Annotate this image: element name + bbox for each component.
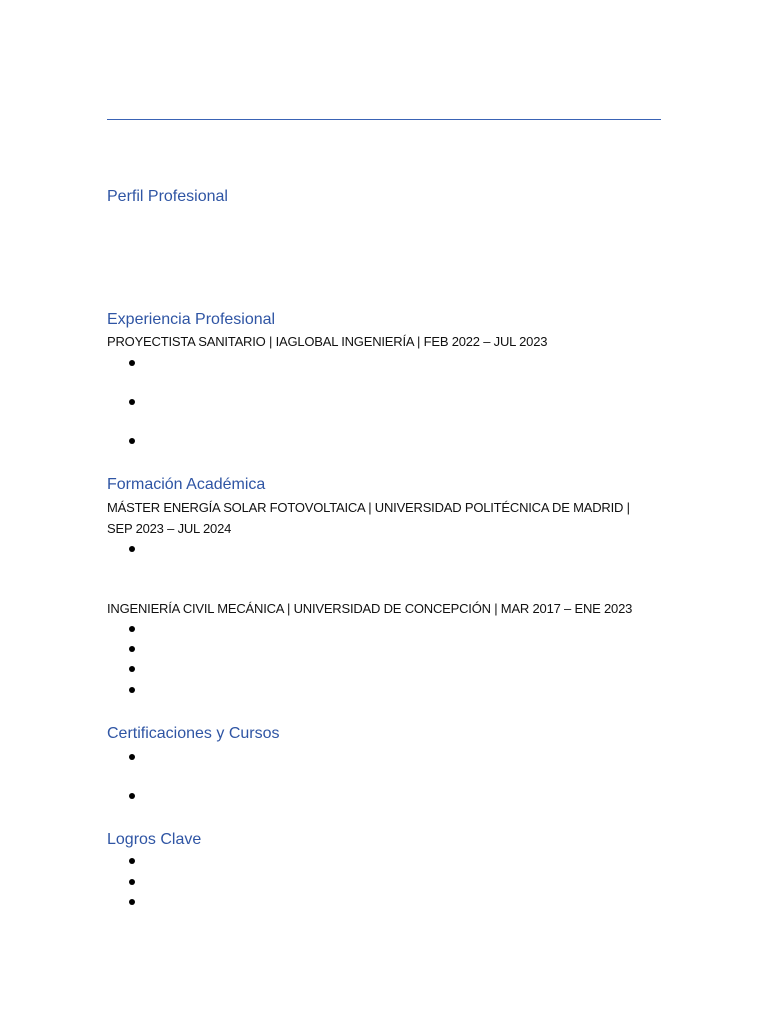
education-bullet [129,687,135,693]
certification-bullet [129,754,135,760]
education-bullet [129,546,135,552]
education-bullet [129,646,135,652]
education-bullet [129,626,135,632]
section-heading-certificaciones: Certificaciones y Cursos [107,725,280,742]
education-entry-title-master: MÁSTER ENERGÍA SOLAR FOTOVOLTAICA | UNIVERSIDAD POLITÉCNICA DE MADRID | SEP 2023 – JUL 2024 [107,500,630,536]
achievement-bullet [129,879,135,885]
experience-entry-title: PROYECTISTA SANITARIO | IAGLOBAL INGENIERÍA | FEB 2022 – JUL 2023 [107,334,548,349]
section-heading-experiencia: Experiencia Profesional [107,311,276,328]
education-bullet [129,666,135,672]
experience-bullet [129,399,135,405]
experience-bullet [129,438,135,444]
certification-bullet [129,793,135,799]
section-heading-perfil: Perfil Profesional [107,188,228,205]
header-divider [107,119,661,120]
section-heading-logros: Logros Clave [107,831,202,848]
education-entry-title-ingenieria: INGENIERÍA CIVIL MECÁNICA | UNIVERSIDAD DE CONCEPCIÓN | MAR 2017 – ENE 2023 [107,601,633,616]
achievement-bullet [129,899,135,905]
experience-bullet [129,360,135,366]
achievement-bullet [129,858,135,864]
section-heading-formacion: Formación Académica [107,476,266,493]
